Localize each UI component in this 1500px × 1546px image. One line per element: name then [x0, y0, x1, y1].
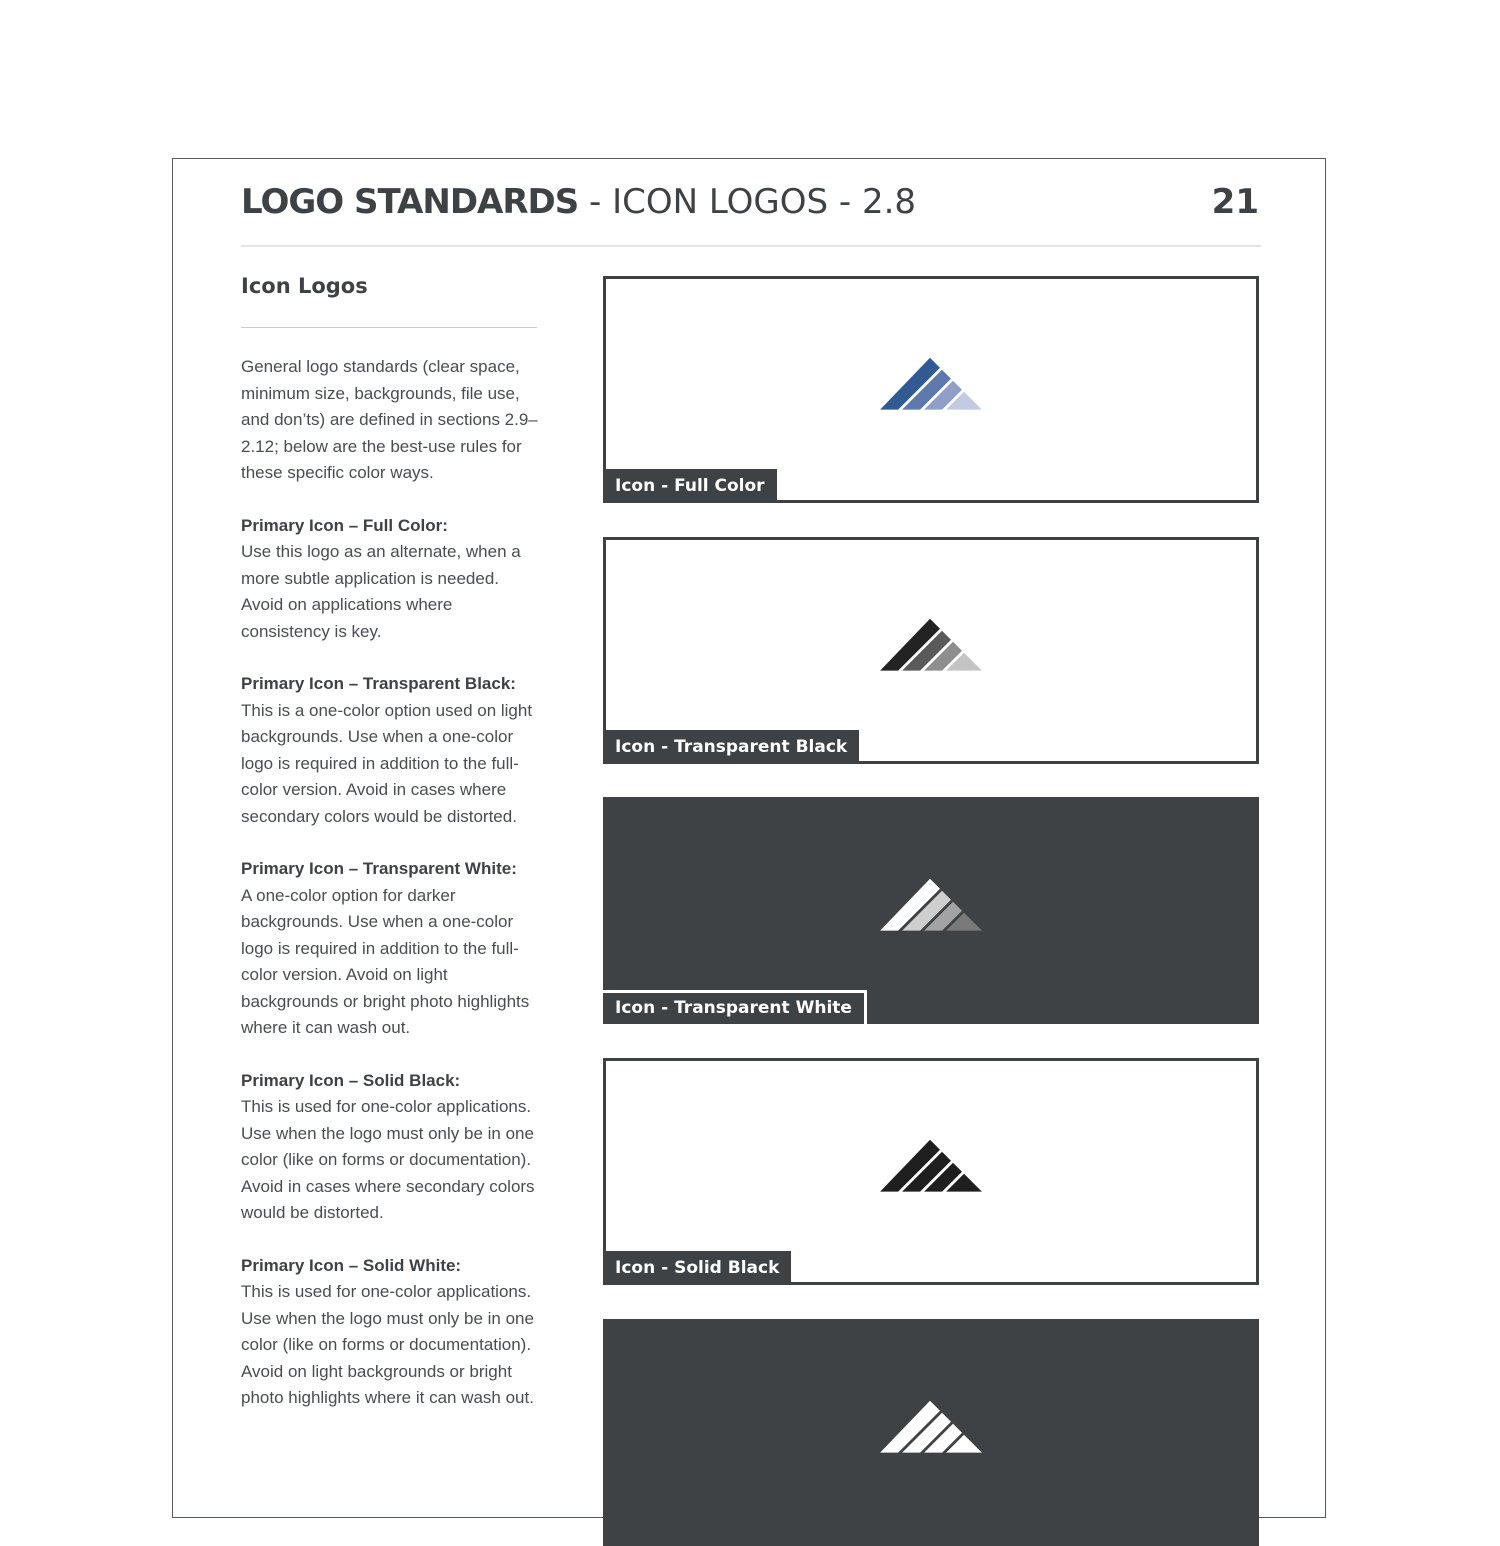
section-title: Icon Logos	[241, 274, 368, 298]
page-title-rest: - ICON LOGOS - 2.8	[578, 182, 917, 222]
usage-item-heading: Primary Icon – Transparent Black:	[241, 674, 516, 693]
panel-transparent-black	[603, 537, 1259, 764]
usage-item-heading: Primary Icon – Solid Black:	[241, 1070, 461, 1090]
section-divider	[241, 327, 537, 328]
mountain-logo-icon	[880, 878, 982, 930]
mountain-logo-svg	[880, 878, 982, 930]
mountain-logo-icon	[880, 357, 982, 409]
panel-label: Icon - Solid Black	[603, 1251, 791, 1285]
page-number: 21	[1211, 182, 1259, 222]
usage-item-body: A one-color option for darker backgrounds. Use when a one-color logo is required in addition to the full-color version. Avoid on light backgrounds or bright photo highlights where it can wash out.	[241, 885, 530, 1037]
usage-item-transparent-white	[241, 856, 541, 1042]
panel-solid-black	[603, 1058, 1259, 1285]
usage-item-solid-white	[241, 1253, 541, 1412]
mountain-logo-svg	[880, 1400, 982, 1452]
usage-item-heading: Primary Icon – Full Color:	[241, 515, 448, 535]
mountain-logo-icon	[880, 1139, 982, 1191]
sidebar-text	[241, 271, 541, 1438]
panel-full-color	[603, 276, 1259, 503]
intro-paragraph: General logo standards (clear space, minimum size, backgrounds, file use, and don’ts) are defined in sections 2.9–2.12; below are the best-use rules for these specific color ways.	[241, 357, 538, 482]
page-title-strong: LOGO STANDARDS	[241, 182, 579, 222]
document-page	[172, 158, 1326, 1518]
panel-solid-white	[603, 1319, 1259, 1546]
page-header	[241, 181, 1261, 225]
usage-item-body: This is used for one-color applications. Use when the logo must only be in one color (like on forms or documentation). Avoid in cases where secondary colors would be distorted.	[241, 1097, 535, 1222]
panel-label: Icon - Full Color	[603, 469, 777, 503]
usage-item-body: This is a one-color option used on light backgrounds. Use when a one-color logo is required in addition to the full-color version. Avoid in cases where secondary colors would be distorted.	[241, 700, 533, 826]
panel-label: Icon - Transparent White	[603, 990, 867, 1024]
mountain-logo-icon	[880, 1400, 982, 1452]
mountain-logo-svg	[880, 618, 982, 670]
mountain-logo-icon	[880, 618, 982, 670]
usage-item-heading: Primary Icon – Solid White:	[241, 1255, 462, 1275]
header-divider	[241, 245, 1261, 247]
mountain-logo-svg	[880, 1139, 982, 1191]
usage-item-body: Use this logo as an alternate, when a more subtle application is needed. Avoid on applications where consistency is key.	[241, 542, 521, 641]
usage-item-solid-black	[241, 1068, 541, 1227]
usage-item-transparent-black	[241, 671, 541, 830]
page-title	[241, 181, 916, 223]
panel-label: Icon - Transparent Black	[603, 730, 859, 764]
usage-item-heading: Primary Icon – Transparent White:	[241, 859, 517, 878]
panel-transparent-white	[603, 797, 1259, 1024]
usage-item-full-color	[241, 513, 541, 646]
usage-item-body: This is used for one-color applications. Use when the logo must only be in one color (like on forms or documentation). Avoid on light backgrounds or bright photo highlights where it can wash out.	[241, 1282, 534, 1407]
mountain-logo-svg	[880, 357, 982, 409]
